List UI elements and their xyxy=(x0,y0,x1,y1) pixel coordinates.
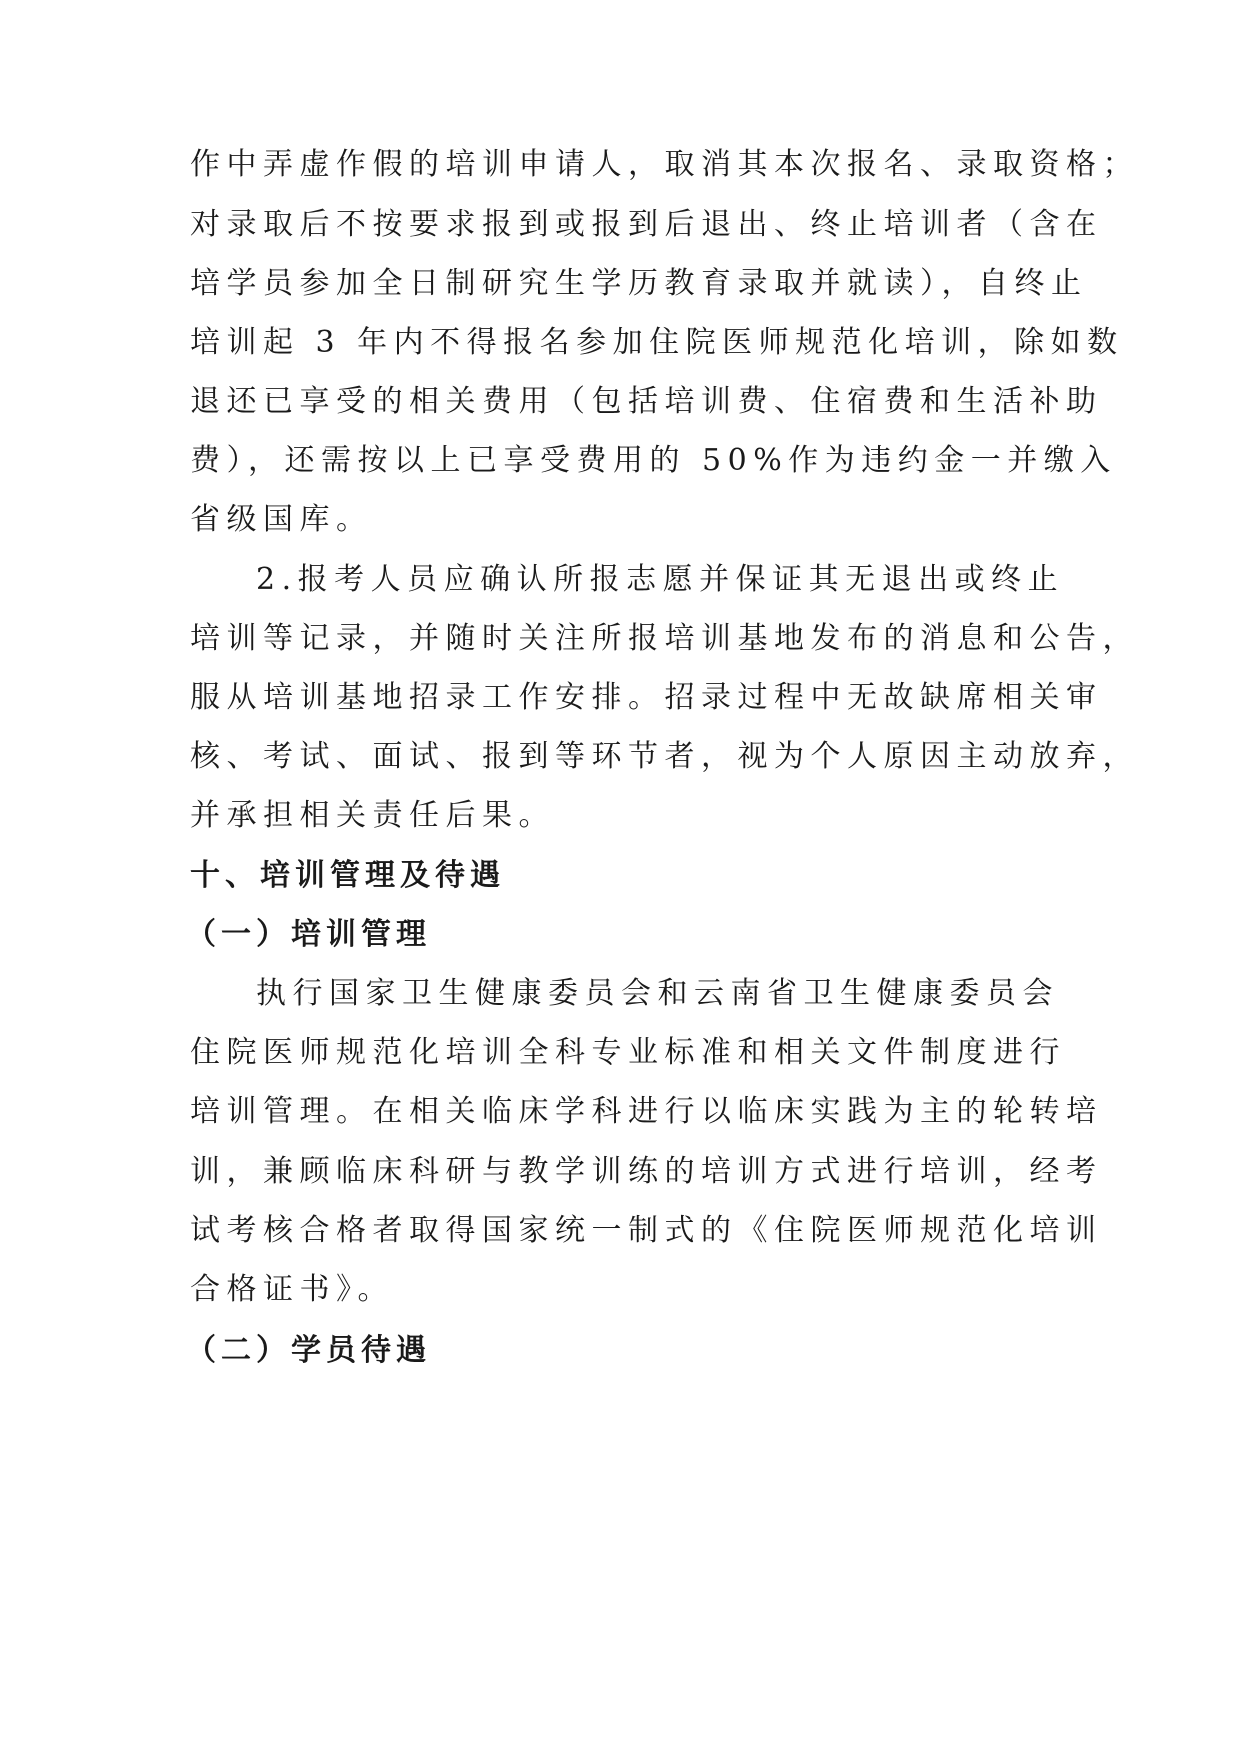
paragraph-line: 试考核合格者取得国家统一制式的《住院医师规范化培训 xyxy=(190,1213,1103,1248)
paragraph-line: 培训等记录，并随时关注所报培训基地发布的消息和公告， xyxy=(190,621,1139,656)
paragraph-line: 培训管理。在相关临床学科进行以临床实践为主的轮转培 xyxy=(190,1094,1103,1129)
section-heading: 十、培训管理及待遇 xyxy=(190,858,505,893)
subsection-heading: （一）培训管理 xyxy=(186,917,431,952)
paragraph-line: 培学员参加全日制研究生学历教育录取并就读），自终止 xyxy=(190,266,1088,301)
paragraph-line: 并承担相关责任后果。 xyxy=(190,798,555,833)
paragraph-line: 住院医师规范化培训全科专业标准和相关文件制度进行 xyxy=(190,1035,1066,1070)
paragraph-line: 2.报考人员应确认所报志愿并保证其无退出或终止 xyxy=(256,562,1065,597)
paragraph-line: 费），还需按以上已享受费用的 50%作为违约金一并缴入 xyxy=(190,443,1117,478)
paragraph-line: 合格证书》。 xyxy=(190,1272,394,1307)
paragraph-line: 作中弄虚作假的培训申请人，取消其本次报名、录取资格； xyxy=(190,147,1139,182)
paragraph-line: 执行国家卫生健康委员会和云南省卫生健康委员会 xyxy=(256,976,1059,1011)
paragraph-line: 对录取后不按要求报到或报到后退出、终止培训者（含在 xyxy=(190,207,1103,242)
paragraph-line: 退还已享受的相关费用（包括培训费、住宿费和生活补助 xyxy=(190,384,1103,419)
subsection-heading: （二）学员待遇 xyxy=(186,1333,431,1368)
paragraph-line: 核、考试、面试、报到等环节者，视为个人原因主动放弃， xyxy=(190,739,1139,774)
paragraph-line: 培训起 3 年内不得报名参加住院医师规范化培训，除如数 xyxy=(190,325,1124,360)
paragraph-line: 省级国库。 xyxy=(190,502,373,537)
paragraph-line: 训，兼顾临床科研与教学训练的培训方式进行培训，经考 xyxy=(190,1154,1103,1189)
paragraph-line: 服从培训基地招录工作安排。招录过程中无故缺席相关审 xyxy=(190,680,1103,715)
